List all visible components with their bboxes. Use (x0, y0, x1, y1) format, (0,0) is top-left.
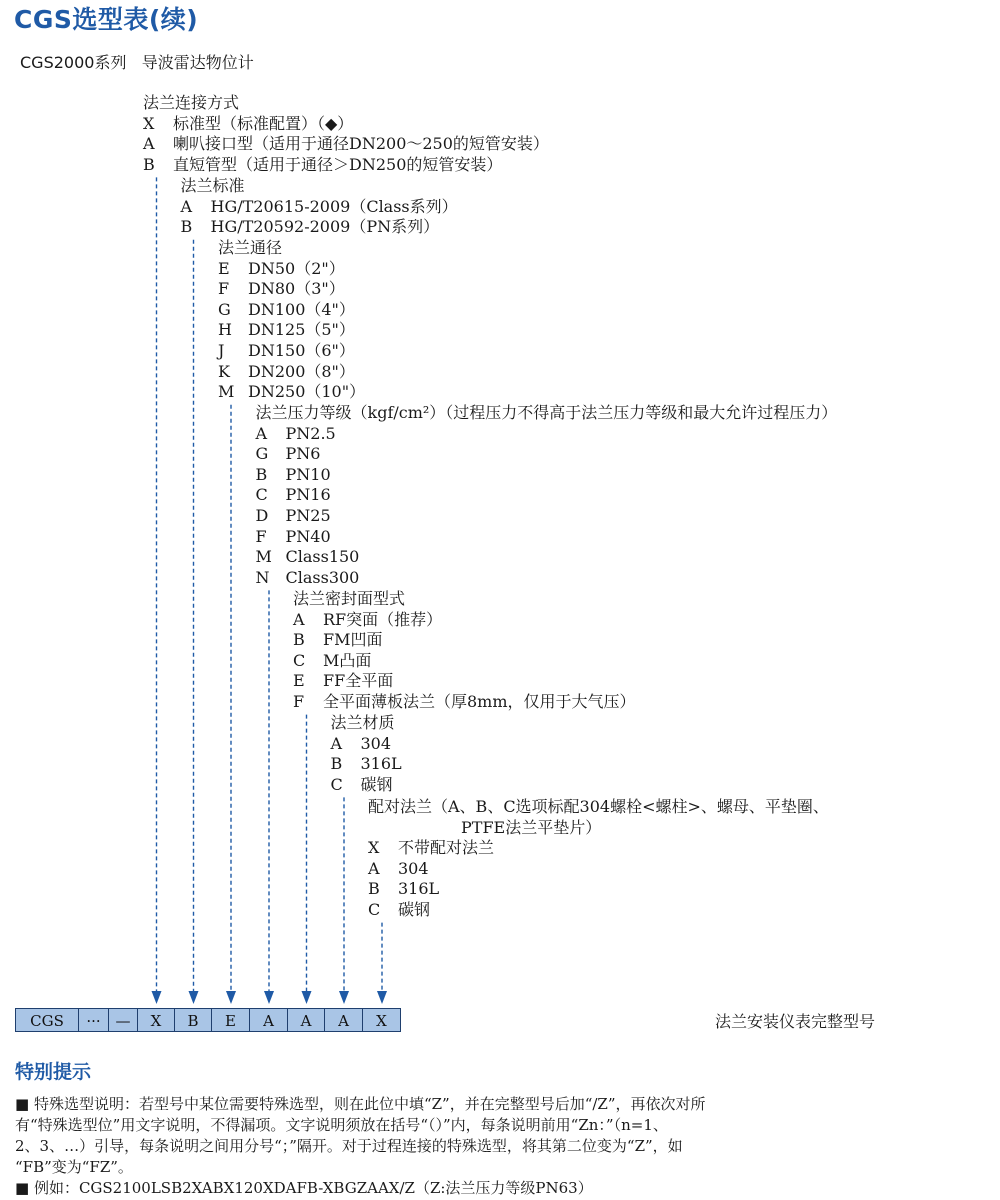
option-text: 316L (398, 879, 440, 899)
product-subtitle: CGS2000系列 导波雷达物位计 (20, 53, 254, 72)
option-text: RF突面（推荐） (323, 609, 443, 629)
model-code-row (15, 1008, 401, 1032)
model-code-cell: E (212, 1008, 250, 1032)
option-text: PN2.5 (285, 423, 336, 443)
option-text: FF全平面 (323, 671, 394, 691)
option-text: 直短管型（适用于通径＞DN250的短管安装） (173, 154, 503, 174)
option-text: HG/T20615-2009（Class系列） (210, 196, 458, 216)
option-code: F (218, 279, 230, 299)
option-code: C (330, 774, 343, 794)
selection-arrow-head (226, 991, 236, 1004)
selection-arrow-head (377, 991, 387, 1004)
option-code: A (330, 733, 343, 753)
option-text: 全平面薄板法兰（厚8mm，仅用于大气压） (323, 692, 636, 711)
option-code: A (255, 423, 268, 443)
option-text: 316L (360, 754, 402, 774)
option-text: M凸面 (323, 650, 372, 670)
option-code: N (255, 567, 270, 587)
model-code-cell: B (175, 1008, 212, 1032)
option-code: C (255, 485, 268, 505)
special-note-line: “FB”变为“FZ”。 (15, 1158, 133, 1176)
option-text: PN40 (285, 526, 331, 546)
option-code: C (293, 650, 306, 670)
option-text: DN80（3"） (248, 279, 345, 299)
special-note-line: ■ 特殊选型说明：若型号中某位需要特殊选型，则在此位中填“Z”，并在完整型号后加“/Z”，再依次对所 (15, 1095, 706, 1113)
option-code: F (255, 526, 267, 546)
option-code: A (368, 858, 380, 878)
group-title: 法兰连接方式 (143, 93, 240, 112)
selection-arrow-head (189, 991, 199, 1004)
group-title: 配对法兰（A、B、C选项标配304螺栓<螺柱>、螺母、平垫圈、 (368, 797, 829, 816)
model-code-cell: A (288, 1008, 325, 1032)
special-notes-title: 特别提示 (15, 1061, 92, 1083)
group-title: 法兰材质 (330, 713, 395, 732)
example-note: ■ 例如：CGS2100LSB2XABX120XDAFB-XBGZAAX/Z（Z:法兰压力等级PN63） (15, 1179, 593, 1197)
option-code: X (143, 113, 155, 133)
model-code-cell: — (109, 1008, 138, 1032)
option-code: B (368, 879, 380, 899)
option-code: D (255, 506, 269, 525)
option-code: H (218, 320, 232, 340)
selection-arrow-head (264, 991, 274, 1004)
option-text: PN25 (285, 506, 331, 525)
model-code-cell: ··· (79, 1008, 109, 1032)
option-code: B (255, 464, 268, 484)
option-text: 碳钢 (398, 900, 431, 919)
special-note-line: 2、3、…）引导，每条说明之间用分号“；”隔开。对于过程连接的特殊选型，将其第二位变为“Z”，如 (15, 1137, 683, 1155)
option-text: PN16 (285, 485, 331, 505)
option-code: B (180, 217, 193, 237)
option-code: C (368, 900, 381, 919)
option-text: PN6 (285, 444, 321, 464)
option-text: Class150 (285, 547, 360, 567)
option-code: G (218, 299, 231, 319)
model-code-cell: X (363, 1008, 401, 1032)
model-code-cell: A (250, 1008, 288, 1032)
option-text: DN250（10"） (248, 382, 366, 402)
option-text: Class300 (285, 567, 360, 587)
group-title: 法兰标准 (180, 176, 245, 195)
option-text: 不带配对法兰 (398, 838, 495, 858)
group-title: 法兰压力等级（kgf/cm²）（过程压力不得高于法兰压力等级和最大允许过程压力） (255, 403, 838, 422)
option-text: 喇叭接口型（适用于通径DN200～250的短管安装） (173, 134, 549, 154)
model-code-cell: A (325, 1008, 363, 1032)
group-title: 法兰通径 (218, 238, 283, 257)
option-code: J (218, 341, 225, 360)
selection-arrow-head (339, 991, 349, 1004)
option-code: B (143, 154, 155, 174)
model-code-cell: X (138, 1008, 175, 1032)
full-model-label: 法兰安装仪表完整型号 (715, 1012, 876, 1031)
option-code: K (218, 361, 230, 381)
option-text: 标准型（标准配置）（◆） (173, 113, 354, 133)
model-code-cell: CGS (15, 1008, 79, 1032)
option-text: DN100（4"） (248, 299, 355, 319)
option-text: DN125（5"） (248, 320, 355, 340)
group-title-continued: PTFE法兰平垫片） (461, 817, 602, 837)
option-text: HG/T20592-2009（PN系列） (210, 217, 440, 237)
option-code: G (255, 444, 269, 464)
option-code: F (293, 692, 305, 711)
option-code: X (368, 838, 380, 858)
option-text: 碳钢 (360, 774, 393, 794)
option-code: M (255, 547, 272, 567)
option-text: DN150（6"） (248, 341, 355, 360)
page-title: CGS选型表(续) (14, 5, 199, 34)
option-code: B (330, 754, 343, 774)
option-text: FM凹面 (323, 630, 383, 650)
option-text: 304 (360, 733, 392, 753)
option-code: E (218, 258, 230, 278)
group-title: 法兰密封面型式 (293, 589, 406, 608)
option-text: 304 (398, 858, 429, 878)
special-note-line: 有“特殊选型位”用文字说明，不得漏项。文字说明须放在括号“（）”内，每条说明前用“Zn：”（n=1、 (15, 1116, 668, 1134)
selection-arrow-head (152, 991, 162, 1004)
selection-arrow-head (302, 991, 312, 1004)
option-code: E (293, 671, 305, 691)
option-text: DN50（2"） (248, 258, 345, 278)
option-text: PN10 (285, 464, 331, 484)
option-text: DN200（8"） (248, 361, 355, 381)
option-code: A (293, 609, 305, 629)
option-code: B (293, 630, 305, 650)
option-code: A (143, 134, 155, 154)
option-code: M (218, 382, 235, 402)
option-code: A (180, 196, 193, 216)
